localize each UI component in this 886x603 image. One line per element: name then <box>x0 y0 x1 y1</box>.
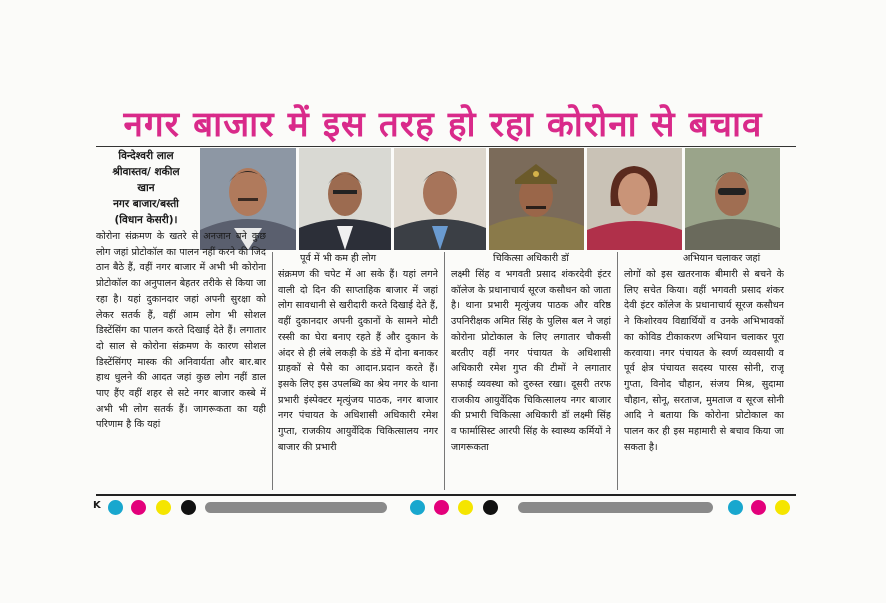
photo-caption: पूर्व में भी कम ही लोग <box>300 253 377 264</box>
portrait-photo-2 <box>299 148 391 250</box>
black-dot <box>181 500 196 515</box>
column-divider <box>617 252 618 490</box>
byline-line: श्रीवास्तव/ शकील <box>112 166 180 178</box>
byline-line: विन्देश्वरी लाल <box>118 150 174 162</box>
article-paragraph: कोरोना संक्रमण के खतरे से अनजान बने कुछ लोग जहां प्रोटोकॉल का पालन नहीं करने की जिद ठान बैठे हैं, वहीं नगर बाजार में अभी भी कोरोना प्रोटोकॉल का अनुपालन बेहतर तरीके से किया जा रहा है। यहां दुकानदार जहां अपनी सुरक्षा को लेकर सतर्क हैं, वहीं आम लोग भी सोशल डिस्टेंसिंग का पालन करते दिखाई देते हैं। लगातार दो साल से कोरोना संक्रमण के कारण सोशल डिस्टेंसिंगए मास्क की अनिवार्यता और बार.बार हाथ धुलने की आदत जहां कुछ लोग नहीं डाल पाए हैंए वहीं शहर से सटे नगर बाजार कस्बे में अभी भी लोग सतर्क हैं। जागरूकता का यही परिणाम है कि यहां <box>96 231 266 431</box>
portrait-photo-3 <box>394 148 486 250</box>
portrait-photo-6 <box>685 148 780 250</box>
magenta-dot <box>434 500 449 515</box>
headline-rule <box>96 146 796 147</box>
text-column-4 <box>624 267 784 489</box>
text-column-1 <box>96 229 266 493</box>
print-mark-label: K <box>93 500 101 511</box>
grey-registration-bar <box>518 502 713 513</box>
article-paragraph: संक्रमण की चपेट में आ सके हैं। यहां लगने वाली दो दिन की साप्ताहिक बाजार में जहां लोग सावधानी से खरीदारी करते दिखाई देते हैं, वहीं दुकानदार अपनी दुकानों के सामने मोटी रस्सी का घेरा बनाए रहते हैं और दुकान के अंदर से ही लंबे लकड़ी के डंडे में दोना बनाकर ग्राहकों से पैसे का आदान.प्रदान करते हैं। इसके लिए इस उपलब्धि का श्रेय नगर के थाना प्रभारी इंस्पेक्टर मृत्युंजय पाठक, नगर बाजार नगर पंचायत के अधिशासी अधिकारी रमेश गुप्ता, राजकीय आयुर्वेदिक चिकित्सालय नगर बाजार की प्रभारी <box>278 269 438 453</box>
yellow-dot <box>156 500 171 515</box>
magenta-dot <box>131 500 146 515</box>
cyan-dot <box>108 500 123 515</box>
article-paragraph: लक्ष्मी सिंह व भगवती प्रसाद शंकरदेवी इंटर कॉलेज के प्रधानाचार्य सूरज कसौधन को जाता है। थाना प्रभारी मृत्युंजय पाठक और वरिष्ठ उपनिरीक्षक अमित सिंह के पुलिस बल ने जहां कोरोना प्रोटोकाल के लिए लगातार चौकसी बरतीए वहीं नगर पंचायत के अधिशासी अधिकारी रमेश गुप्त की टीमों ने लगातार सफाई व्यवस्था को दुरुस्त रखा। दूसरी तरफ राजकीय आयुर्वेदिक चिकित्सालय नगर बाजार की प्रभारी चिकित्सा अधिकारी डॉ लक्ष्मी सिंह व फार्मासिस्ट आरपी सिंह के स्वास्थ्य कर्मियों ने जागरूकता <box>451 269 611 453</box>
byline-line: नगर बाजार/बस्ती <box>113 198 179 210</box>
byline <box>96 148 196 228</box>
article-paragraph: लोगों को इस खतरनाक बीमारी से बचने के लिए सचेत किया। वहीं भगवती प्रसाद शंकर देवी इंटर कॉलेज के प्रधानाचार्य सूरज कसौधन ने किशोरवय विद्यार्थियों व उनके अभिभावकों का कोविड टीकाकरण अभियान चलाकर पूरा करवाया। नगर पंचायत के स्वर्ण व्यवसायी व पूर्व क्षेत्र पंचायत सदस्य पारस सोनी, राजू गुप्ता, विनोद चौहान, संजय मिश्र, सुदामा चौहान, सोनू, सरताज, मुमताज व सूरज सोनी आदि ने बताया कि कोरोना प्रोटोकाल का पालन कर ही इस महामारी से बचाव किया जा सकता है। <box>624 269 784 453</box>
column-divider <box>444 252 445 490</box>
black-dot <box>483 500 498 515</box>
headline: नगर बाजार में इस तरह हो रहा कोरोना से बचाव <box>123 105 763 145</box>
text-column-2 <box>278 267 438 489</box>
yellow-dot <box>458 500 473 515</box>
yellow-dot <box>775 500 790 515</box>
bottom-rule <box>96 494 796 496</box>
byline-line: (विधान केसरी)। <box>114 214 178 226</box>
column-divider <box>272 252 273 490</box>
photo-caption: अभियान चलाकर जहां <box>683 253 761 264</box>
portrait-photo-4 <box>489 148 584 250</box>
magenta-dot <box>751 500 766 515</box>
photo-caption: चिकित्सा अधिकारी डॉ <box>493 253 569 264</box>
cyan-dot <box>410 500 425 515</box>
portrait-photo-5 <box>587 148 682 250</box>
text-column-3 <box>451 267 611 489</box>
byline-line: खान <box>137 182 155 194</box>
grey-registration-bar <box>205 502 387 513</box>
cyan-dot <box>728 500 743 515</box>
